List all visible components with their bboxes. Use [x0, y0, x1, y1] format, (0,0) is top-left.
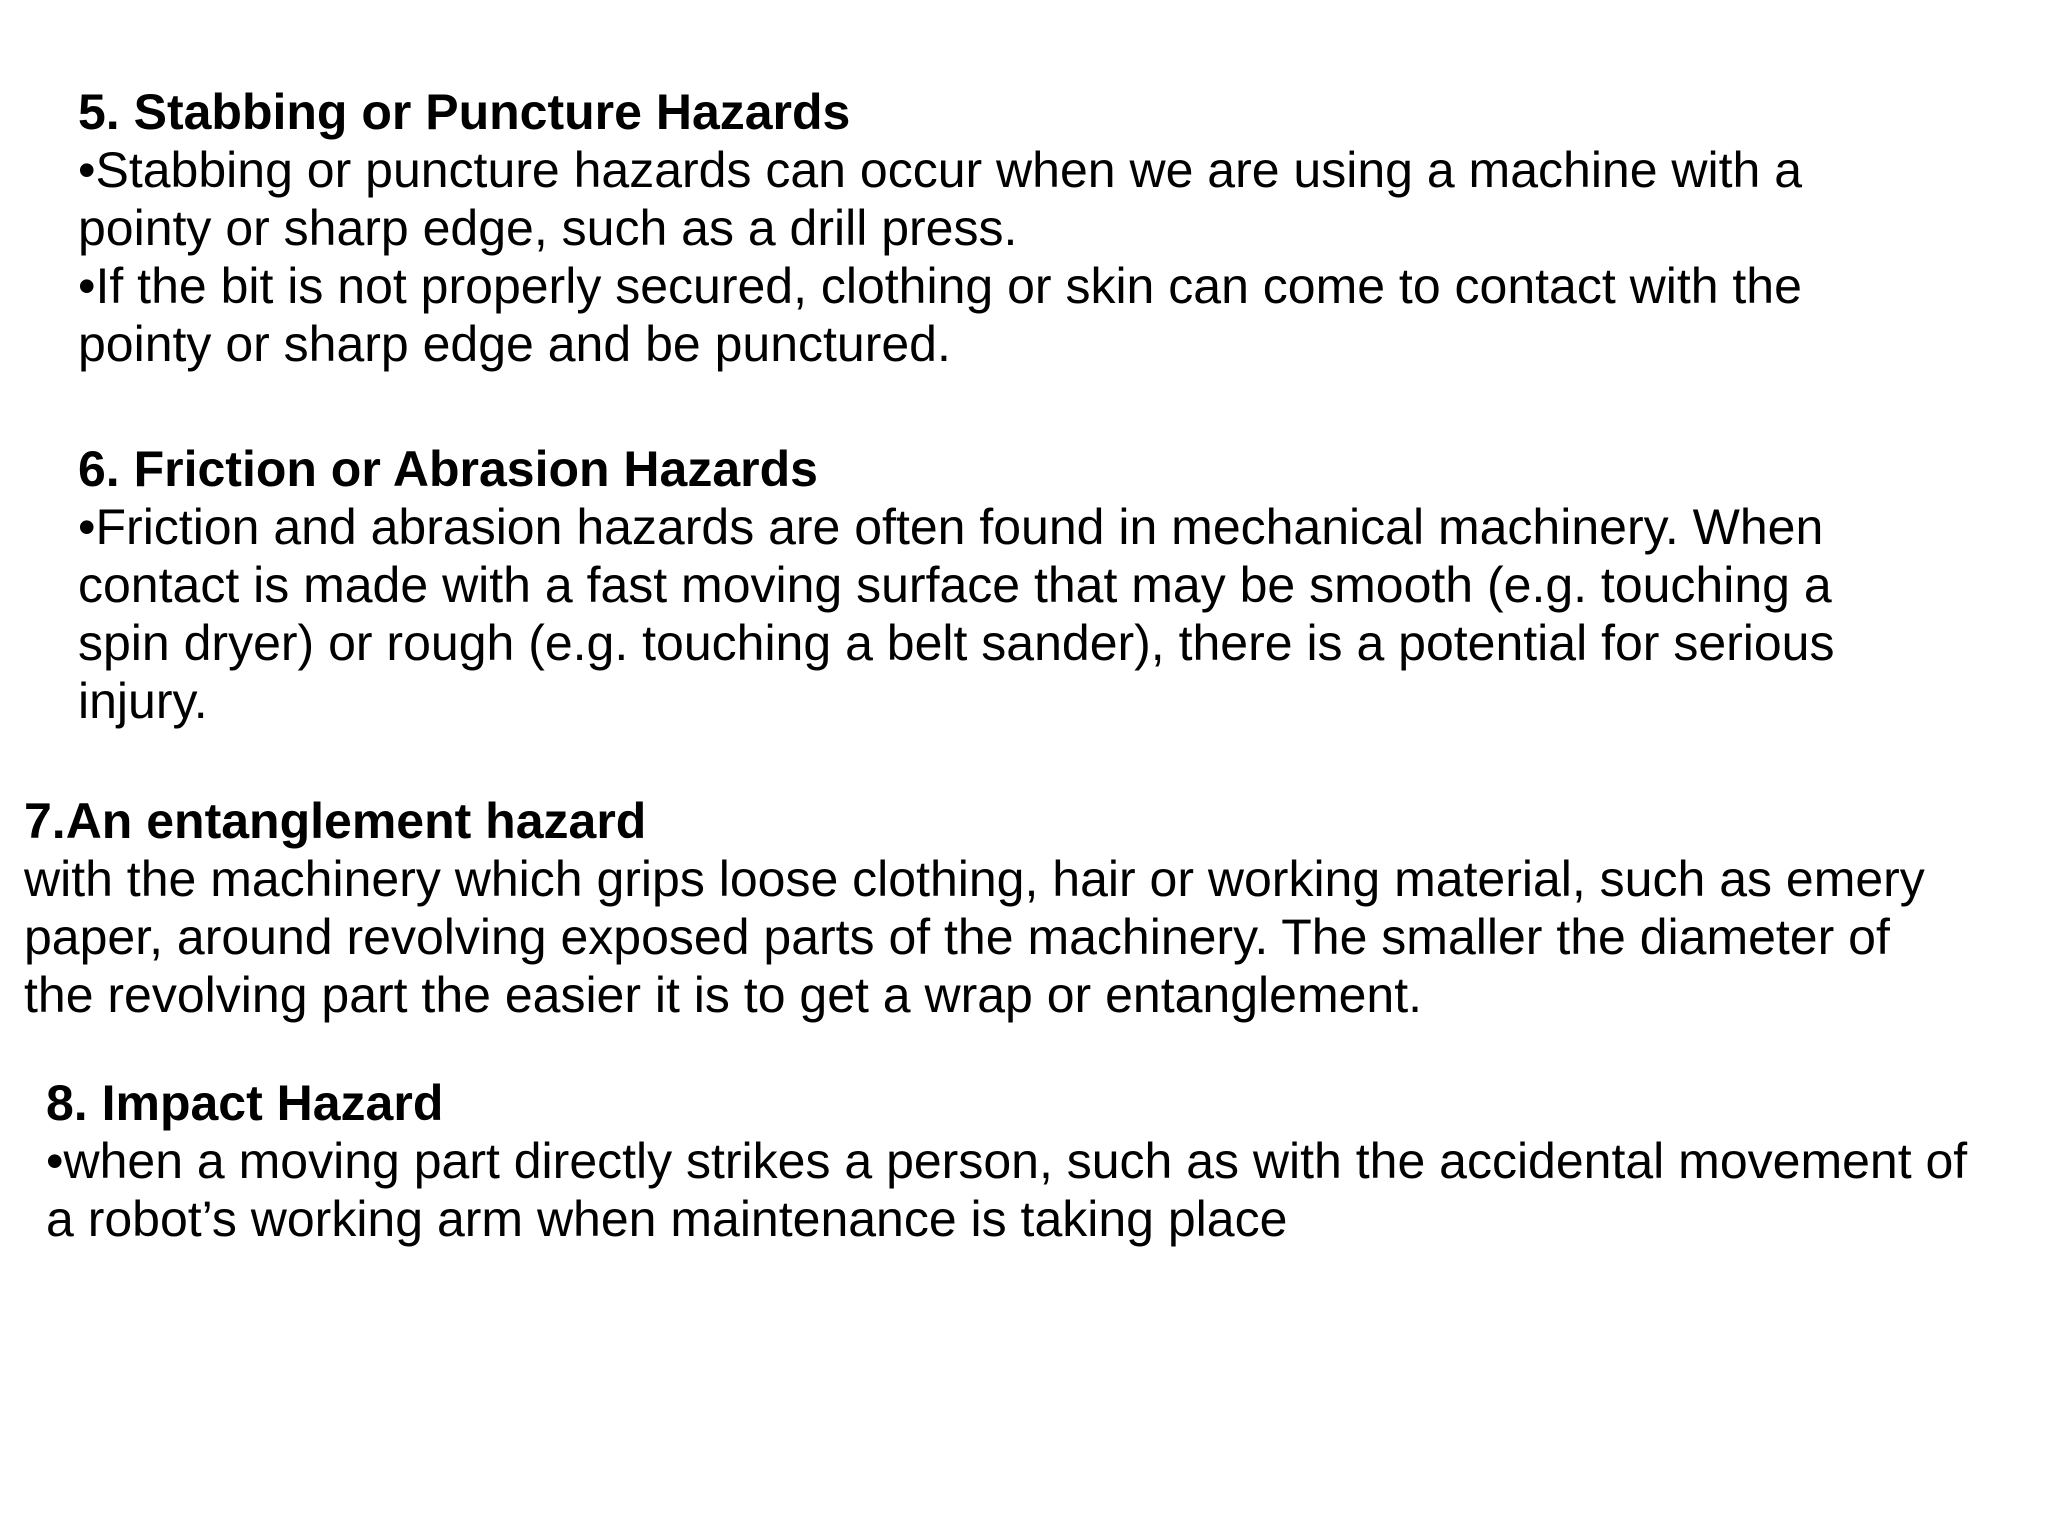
- body-line: the revolving part the easier it is to get a wrap or entanglement.: [24, 967, 1422, 1023]
- body-line: •Friction and abrasion hazards are often found in mechanical machinery. When: [78, 499, 1824, 555]
- body-line: •If the bit is not properly secured, clothing or skin can come to contact with the: [78, 258, 1802, 314]
- body-line: with the machinery which grips loose clothing, hair or working material, such as emery: [24, 851, 1925, 907]
- section-heading: 5. Stabbing or Puncture Hazards: [78, 84, 851, 140]
- section-heading: 7.An entanglement hazard: [24, 793, 647, 849]
- body-line: a robot’s working arm when maintenance is taking place: [46, 1191, 1288, 1247]
- body-line: contact is made with a fast moving surface that may be smooth (e.g. touching a: [78, 557, 1832, 613]
- section-entanglement-hazard: [24, 792, 1925, 1024]
- section-heading: 6. Friction or Abrasion Hazards: [78, 441, 818, 497]
- body-line: paper, around revolving exposed parts of the machinery. The smaller the diameter of: [24, 909, 1890, 965]
- section-friction-abrasion-hazards: [78, 440, 1835, 730]
- body-line: pointy or sharp edge, such as a drill press.: [78, 200, 1018, 256]
- section-impact-hazard: [46, 1074, 1967, 1248]
- section-stabbing-puncture-hazards: [78, 83, 1802, 373]
- body-line: pointy or sharp edge and be punctured.: [78, 316, 951, 372]
- section-heading: 8. Impact Hazard: [46, 1075, 444, 1131]
- body-line: •Stabbing or puncture hazards can occur when we are using a machine with a: [78, 142, 1803, 198]
- body-line: spin dryer) or rough (e.g. touching a belt sander), there is a potential for serious: [78, 615, 1835, 671]
- body-line: injury.: [78, 673, 208, 729]
- body-line: •when a moving part directly strikes a person, such as with the accidental movement of: [46, 1133, 1968, 1189]
